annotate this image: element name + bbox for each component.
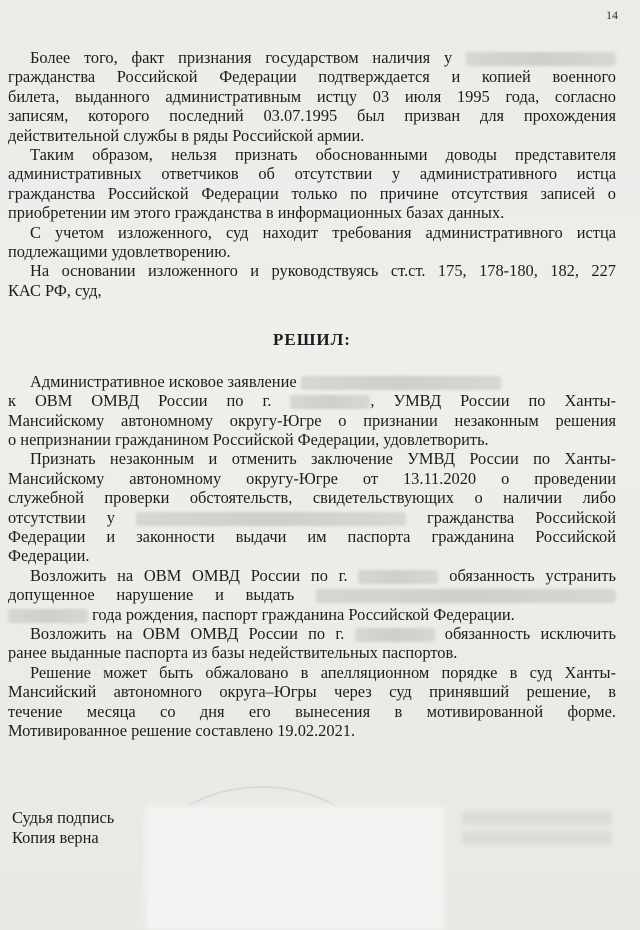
redacted-name	[466, 52, 616, 66]
text-line: билета, выданного административным истцу 03 июля 1995 года, согласно	[8, 86, 616, 106]
text-line: КАС РФ, суд,	[8, 280, 102, 300]
copy-true-label: Копия верна	[12, 828, 99, 847]
text-line: Признать незаконным и отменить заключение УМВД России по Ханты-	[30, 449, 616, 469]
text-line: Федерации и законности выдачи им паспорта гражданина Российской	[8, 526, 616, 546]
paragraph-appeal	[8, 663, 616, 741]
text-line: о непризнании гражданином Российской Федерации, удовлетворить.	[8, 429, 489, 449]
text-line: года рождения, паспорт гражданина Российской Федерации.	[92, 604, 515, 624]
text-line: Федерации.	[8, 546, 90, 566]
text-line: действительной службы в ряды Российской армии.	[8, 125, 365, 145]
paragraph-court-finds	[8, 223, 616, 262]
text-line: приобретении им этого гражданства в информационных базах данных.	[8, 203, 505, 223]
decision-heading: РЕШИЛ:	[273, 330, 351, 350]
paragraph-annul-conclusion	[8, 449, 616, 565]
redacted-city	[355, 628, 435, 642]
paragraph-conclusion	[8, 145, 616, 223]
redacted-name	[316, 589, 616, 603]
text-line: , УМВД России по Ханты-	[370, 391, 616, 411]
redacted-city	[358, 570, 438, 584]
redacted-name	[136, 512, 406, 526]
text-line: Мансийскому автономному округу-Югре о признании незаконным решения	[8, 410, 616, 430]
text-line: течение месяца со дня его вынесения в мотивированной форме.	[8, 701, 616, 721]
text-line: ранее выданные паспорта из базы недействительных паспортов.	[8, 643, 458, 663]
text-line: подлежащими удовлетворению.	[8, 242, 231, 262]
page-number: 14	[606, 8, 618, 22]
paragraph-claim-satisfied	[8, 372, 616, 450]
text-line: административных ответчиков об отсутствии у административного истца	[8, 164, 616, 184]
text-line: Мансийский автономного округа–Югры через суд принявший решение, в	[8, 682, 616, 702]
text-line: Мотивированное решение составлено 19.02.2021.	[8, 721, 356, 740]
text-line: отсутствии у	[8, 507, 115, 527]
redacted-birthdate	[8, 609, 88, 623]
paragraph-exclude-passports	[8, 624, 616, 663]
text-line: гражданства Российской	[427, 507, 616, 527]
redacted-judge-name	[462, 811, 612, 825]
text-line: к ОВМ ОМВД России по г.	[8, 391, 272, 411]
text-line: служебной проверки обстоятельств, свидетельствующих о наличии либо	[8, 488, 616, 508]
text-line: обязанность устранить	[449, 565, 616, 585]
judge-signature-label: Судья подпись	[12, 808, 115, 827]
paragraph-military-id	[8, 48, 616, 145]
text-line: Более того, факт признания государством наличия у	[30, 48, 453, 67]
text-line: Возложить на ОВМ ОМВД России по г.	[30, 623, 345, 643]
text-line: На основании изложенного и руководствуясь ст.ст. 175, 178-180, 182, 227	[30, 261, 616, 281]
text-line: Мансийскому автономному округу-Югре от 13.11.2020 о проведении	[8, 468, 616, 488]
paragraph-legal-basis	[8, 261, 616, 300]
document-body	[8, 48, 616, 740]
signature-block	[12, 808, 612, 848]
paragraph-issue-passport	[8, 566, 616, 624]
text-line: Возложить на ОВМ ОМВД России по г.	[30, 565, 348, 585]
text-line: гражданства Российской Федерации подтверждается и копией военного	[8, 67, 616, 87]
text-line: гражданства Российской Федерации только по причине отсутствия записей о	[8, 183, 616, 203]
redacted-city	[290, 395, 370, 409]
text-line: С учетом изложенного, суд находит требования административного истца	[30, 222, 616, 242]
text-line: допущенное нарушение и выдать	[8, 585, 295, 605]
redacted-name	[301, 376, 501, 390]
redacted-judge-name	[462, 831, 612, 845]
text-line: записям, которого последний 03.07.1995 был призван для прохождения	[8, 106, 616, 126]
text-line: Таким образом, нельзя признать обоснованными доводы представителя	[30, 145, 616, 165]
text-line: обязанность исключить	[444, 623, 616, 643]
text-line: Решение может быть обжаловано в апелляционном порядке в суд Ханты-	[30, 662, 616, 682]
text-line: Административное исковое заявление	[30, 371, 297, 391]
